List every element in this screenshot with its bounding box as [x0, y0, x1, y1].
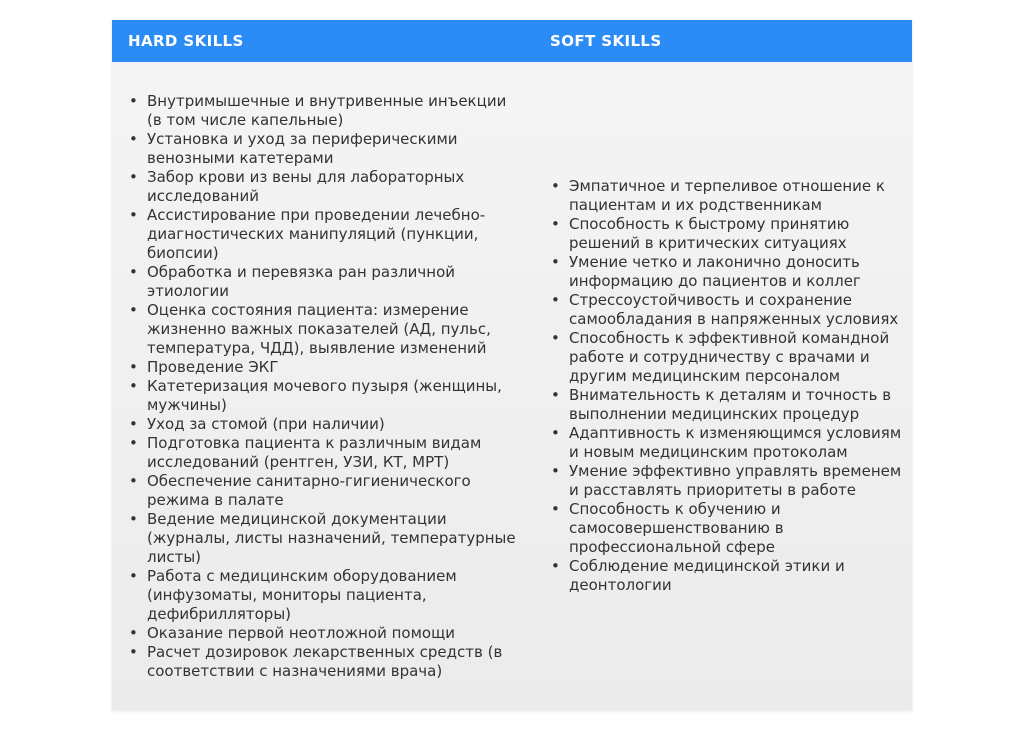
table-body: [112, 62, 912, 710]
bullet-icon: •: [551, 424, 560, 442]
bullet-icon: •: [551, 253, 560, 271]
skill-item: [551, 329, 904, 386]
soft-skills-list: [551, 177, 904, 595]
skill-item: [551, 424, 904, 462]
skill-text: Установка и уход за периферическими венозными катетерами: [147, 129, 458, 167]
skill-text: Способность к эффективной командной работе и сотрудничеству с врачами и другим медицинским персоналом: [569, 329, 890, 385]
hard-skills-title: HARD SKILLS: [128, 32, 244, 50]
bullet-icon: •: [129, 91, 138, 110]
hard-skills-column: [112, 92, 534, 681]
skill-item: [129, 509, 524, 567]
skill-text: Обработка и перевязка ран различной этиологии: [147, 262, 456, 300]
soft-skills-column: [534, 177, 912, 595]
skill-text: Умение четко и лаконично доносить информацию до пациентов и коллег: [569, 253, 861, 290]
skill-text: Проведение ЭКГ: [147, 357, 279, 376]
skill-text: Умение эффективно управлять временем и расставлять приоритеты в работе: [569, 462, 902, 499]
skill-text: Расчет дозировок лекарственных средств (в соответствии с назначениями врача): [147, 642, 503, 680]
bullet-icon: •: [129, 414, 138, 433]
bullet-icon: •: [129, 262, 138, 281]
bullet-icon: •: [551, 500, 560, 518]
skill-item: [551, 253, 904, 291]
skill-text: Стрессоустойчивость и сохранение самообладания в напряженных условиях: [569, 291, 899, 328]
skill-item: [129, 205, 524, 263]
skill-item: [129, 376, 524, 415]
skill-item: [129, 433, 524, 472]
skill-text: Забор крови из вены для лабораторных исследований: [147, 167, 465, 205]
skill-item: [129, 357, 524, 377]
bullet-icon: •: [551, 386, 560, 404]
bullet-icon: •: [551, 215, 560, 233]
skill-item: [551, 386, 904, 424]
skill-item: [129, 414, 524, 434]
skill-text: Внимательность к деталям и точность в выполнении медицинских процедур: [569, 386, 892, 423]
skill-item: [551, 177, 904, 215]
skill-text: Ведение медицинской документации (журналы, листы назначений, температурные листы): [147, 509, 516, 566]
bullet-icon: •: [551, 329, 560, 347]
skill-text: Оказание первой неотложной помощи: [147, 623, 455, 642]
bullet-icon: •: [551, 291, 560, 309]
skill-item: [129, 262, 524, 301]
bullet-icon: •: [129, 167, 138, 186]
bullet-icon: •: [129, 566, 138, 585]
hard-skills-list: [129, 91, 524, 681]
skill-item: [551, 500, 904, 557]
skill-item: [551, 462, 904, 500]
skill-text: Подготовка пациента к различным видам исследований (рентген, УЗИ, КТ, МРТ): [147, 433, 482, 471]
skill-item: [551, 215, 904, 253]
skills-table: [112, 20, 912, 710]
bullet-icon: •: [129, 300, 138, 319]
bullet-icon: •: [129, 642, 138, 661]
skill-text: Обеспечение санитарно-гигиенического режима в палате: [147, 471, 471, 509]
skill-item: [129, 623, 524, 643]
bullet-icon: •: [129, 357, 138, 376]
skill-text: Способность к обучению и самосовершенствованию в профессиональной сфере: [569, 500, 784, 556]
bullet-icon: •: [129, 623, 138, 642]
skill-text: Эмпатичное и терпеливое отношение к пациентам и их родственникам: [569, 177, 885, 214]
skill-item: [551, 291, 904, 329]
skill-item: [129, 91, 524, 130]
skill-text: Катетеризация мочевого пузыря (женщины, мужчины): [147, 376, 502, 414]
bullet-icon: •: [551, 462, 560, 480]
bullet-icon: •: [551, 557, 560, 575]
bullet-icon: •: [129, 376, 138, 395]
bullet-icon: •: [129, 471, 138, 490]
skill-text: Уход за стомой (при наличии): [147, 414, 385, 433]
bullet-icon: •: [129, 433, 138, 452]
skill-text: Соблюдение медицинской этики и деонтологии: [569, 557, 845, 594]
bullet-icon: •: [129, 129, 138, 148]
bullet-icon: •: [129, 205, 138, 224]
skill-item: [129, 129, 524, 168]
skill-item: [129, 300, 524, 358]
skill-item: [551, 557, 904, 595]
skill-item: [129, 471, 524, 510]
skill-item: [129, 566, 524, 624]
skill-text: Внутримышечные и внутривенные инъекции (в том числе капельные): [147, 91, 507, 129]
skill-text: Способность к быстрому принятию решений в критических ситуациях: [569, 215, 850, 252]
soft-skills-title: SOFT SKILLS: [550, 32, 662, 50]
skill-text: Работа с медицинским оборудованием (инфузоматы, мониторы пациента, дефибрилляторы): [147, 566, 457, 623]
table-header: [112, 20, 912, 62]
skill-item: [129, 642, 524, 681]
bullet-icon: •: [551, 177, 560, 195]
skill-text: Адаптивность к изменяющимся условиям и новым медицинским протоколам: [569, 424, 902, 461]
skill-text: Ассистирование при проведении лечебно-диагностических манипуляций (пункции, биопсии): [147, 205, 486, 262]
skill-item: [129, 167, 524, 206]
bullet-icon: •: [129, 509, 138, 528]
skill-text: Оценка состояния пациента: измерение жизненно важных показателей (АД, пульс, температура, ЧДД), выявление изменений: [147, 300, 491, 357]
